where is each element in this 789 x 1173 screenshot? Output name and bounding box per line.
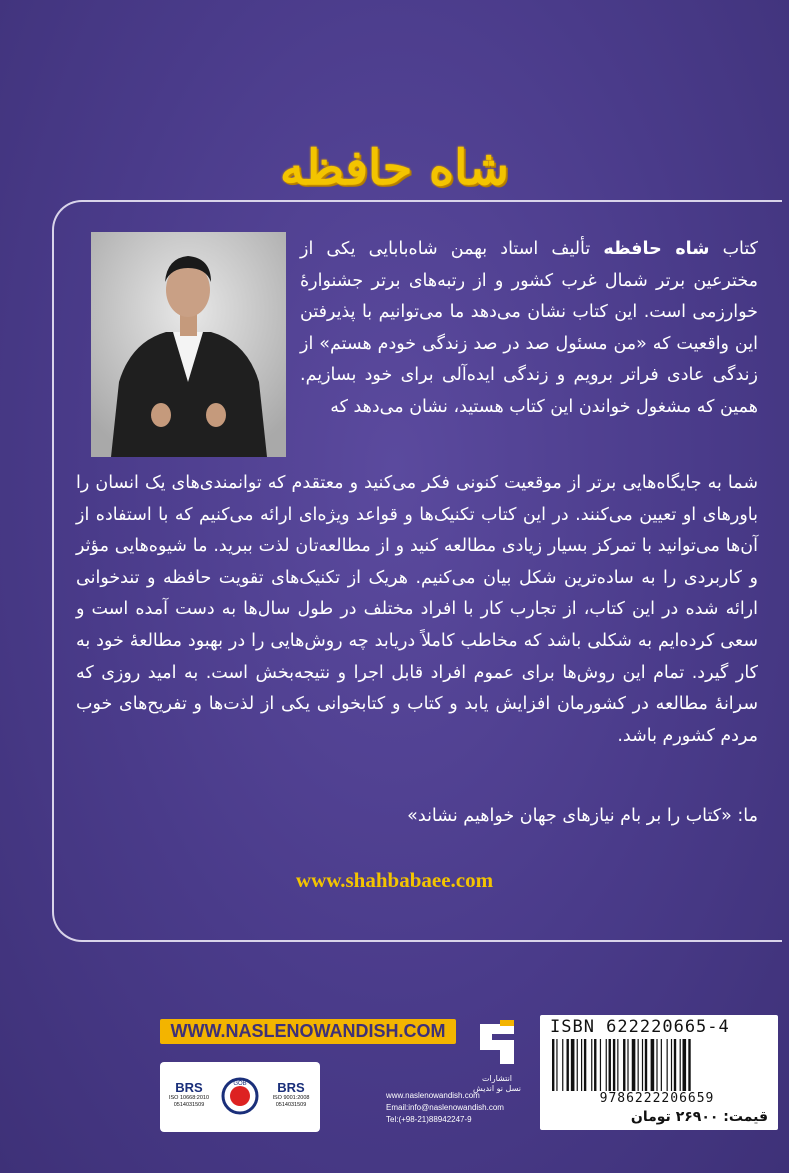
barcode-bar — [667, 1039, 668, 1091]
barcode-bar — [638, 1039, 639, 1091]
barcode-bar — [606, 1039, 607, 1091]
barcode-bar — [591, 1039, 592, 1091]
barcode-bar — [632, 1039, 636, 1091]
barcode-bar — [571, 1039, 575, 1091]
author-website: www.shahbabaee.com — [295, 868, 494, 892]
barcode-bar — [609, 1039, 611, 1091]
intro-text: تألیف استاد بهمن شاه‌بابایی یکی از مخترعین برتر شمال غرب کشور و از رتبه‌های برتر جشنوارهٔ خوارزمی است. این کتاب نشان می‌دهد ما می‌توانیم با پذیرفتن این واقعیت که «من مسئول صد در صد زندگی خودم هستم» از زندگی عادی فراتر برویم و زندگی ایده‌آلی برای خود بسازیم. همین که مشغول خواندن این کتاب هستید، نشان می‌دهد که — [300, 239, 758, 417]
body-paragraph: شما به جایگاه‌هایی برتر از موقعیت کنونی فکر می‌کنید و معتقدم که توانمندی‌های یک انسان را باورهای او تعیین می‌کنند. در این کتاب تکنیک‌ها و قواعد ویژه‌ای ارائه می‌کنیم که با استفاده از آن‌ها می‌توانید با تمرکز بسیار زیادی مطالعه کنید و از مطالعه‌تان لذت ببرید. ما شیوه‌هایی مؤثر و کاربردی را به ساده‌ترین شکل بیان می‌کنیم. هریک از تکنیک‌های تقویت حافظه و تندخوانی ارائه شده در این کتاب، از تجارب کار با افراد مختلف در طول سال‌ها به دست آمده است و سعی کرده‌ایم به شکلی باشد که مخاطب کاملاً دریابد چه روش‌هایی را در بهبود مطالعهٔ خود به کار گیرد. تمام این روش‌ها برای عموم افراد قابل اجرا و نتیجه‌بخش است. به امید روزی که سرانهٔ مطالعه در کشورمان افزایش یابد و کتاب و کتابخوانی یکی از لذت‌ها و تفریح‌های خوب مردم کشورم باشد. — [76, 473, 758, 746]
barcode-bar — [656, 1039, 657, 1091]
intro-paragraph — [300, 234, 758, 424]
publisher-url-banner: WWW.NASLENOWANDISH.COM — [160, 1019, 456, 1044]
certificates-box — [160, 1062, 320, 1132]
cert-label: BRS — [175, 1080, 203, 1095]
certificate-brs-2 — [266, 1066, 316, 1109]
cert-label: BRS — [277, 1080, 305, 1095]
barcode-bar — [617, 1039, 618, 1091]
cert-label: GOB — [233, 1081, 247, 1087]
cert-iso: ISO 10668:2010 — [168, 1095, 210, 1101]
contact-email: Email:info@naslenowandish.com — [386, 1103, 504, 1112]
barcode-bar — [645, 1039, 647, 1091]
barcode-bar — [661, 1039, 662, 1091]
gob-seal-icon — [220, 1076, 260, 1116]
barcode-bar — [556, 1039, 557, 1091]
book-title: شاه حافظه — [279, 140, 510, 196]
barcode-bar — [623, 1039, 625, 1091]
barcode-bar — [562, 1039, 563, 1091]
barcode-bar — [683, 1039, 687, 1091]
barcode-bar — [674, 1039, 676, 1091]
barcode-bar — [688, 1039, 690, 1091]
intro-prefix: کتاب — [722, 239, 758, 259]
barcode-bar — [581, 1039, 582, 1091]
cert-code: 0514031509 — [275, 1102, 307, 1108]
cert-iso: ISO 9001:2008 — [272, 1095, 310, 1101]
isbn-text: ISBN 622220665-4 — [550, 1017, 730, 1037]
barcode-bar — [627, 1039, 628, 1091]
barcode-bar — [584, 1039, 586, 1091]
barcode-bar — [600, 1039, 601, 1091]
barcode-bar — [567, 1039, 569, 1091]
barcode-digits: 9786222206659 — [599, 1091, 715, 1106]
barcode-bar — [594, 1039, 596, 1091]
intro-book-name: شاه حافظه — [603, 239, 710, 259]
certificate-brs-1 — [164, 1066, 214, 1109]
barcode-icon — [550, 1039, 768, 1091]
barcode-bar — [642, 1039, 643, 1091]
author-photo — [91, 232, 286, 457]
price-label: قیمت: ۲۶۹۰۰ تومان — [630, 1109, 768, 1125]
barcode-bar — [552, 1039, 554, 1091]
motto: ما: «کتاب را بر بام نیازهای جهان خواهیم نشاند» — [407, 806, 758, 826]
barcode-bar — [671, 1039, 672, 1091]
certificate-gob — [215, 1066, 265, 1121]
barcode-bar — [613, 1039, 615, 1091]
publisher-name-line2: نسل نو اندیش — [473, 1084, 521, 1093]
publisher-logo-icon — [470, 1020, 524, 1080]
author-portrait-icon — [91, 232, 286, 457]
cert-code: 0514031509 — [173, 1102, 205, 1108]
contact-web: www.naslenowandish.com — [386, 1091, 480, 1100]
publisher-name-line1: انتشارات — [481, 1074, 513, 1083]
barcode-box — [540, 1015, 778, 1130]
barcode-bar — [680, 1039, 681, 1091]
barcode-bar — [577, 1039, 578, 1091]
contact-tel: Tel:(+98-21)88942247-9 — [386, 1115, 472, 1124]
barcode-bar — [651, 1039, 655, 1091]
publisher-contact — [386, 1090, 546, 1126]
